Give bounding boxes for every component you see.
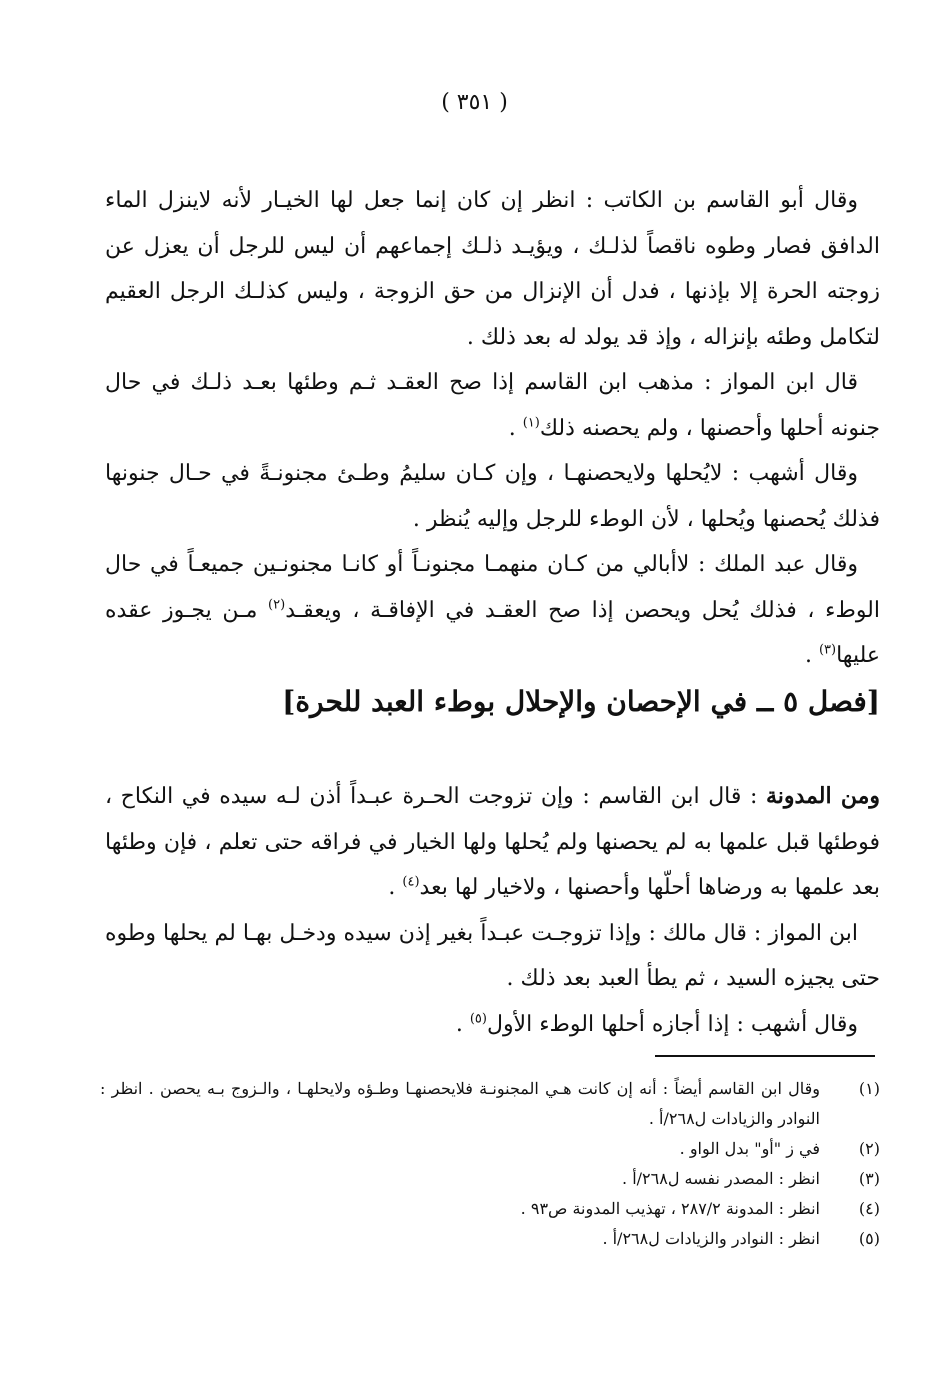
footnote-ref: (٢)	[268, 597, 286, 613]
footnote-ref: (٤)	[402, 874, 420, 890]
footnote-number: (٢)	[858, 1139, 880, 1158]
paragraph-text: .	[508, 415, 523, 441]
footnote-number: (١)	[858, 1079, 880, 1098]
paragraph-text: : قال ابن القاسم : وإن تزوجت الحـرة عبـداً أذن لـه سيده في النكاح ، فوطئها قبل علمها به لم يحصنها ولم يُحلها ولها الخيار في فراقه حتى تعلم ، فإن وطئها بعد علمها به ورضاها أحلّها وأحصنها ، ولاخيار لها بعد	[105, 784, 880, 900]
footnote-text: وقال ابن القاسم أيضاً : أنه إن كانت هـي المجنونـة فلايحصنهـا وطـؤه ولايحلهـا ، والـزوج بـه يحصن . انظر : النوادر والزيادات ل٢٦٨/أ .	[100, 1079, 820, 1128]
footnote-text: في ز "أو" بدل الواو .	[679, 1139, 820, 1158]
footnote	[100, 1074, 880, 1134]
paragraph-text: .	[455, 1011, 470, 1037]
paragraph-text: قال ابن المواز : مذهب ابن القاسم إذا صح العقـد ثـم وطئها بعـد ذلـك في حال جنونه أحلها وأحصنها ، ولم يحصنه ذلك	[105, 370, 880, 441]
paragraph-text: ابن المواز : قال مالك : وإذا تزوجـت عبـداً بغير إذن سيده ودخـل بهـا لم يحلها وطوه حتى يجيزه السيد ، ثم يطأ العبد بعد ذلك .	[105, 920, 880, 991]
paragraph	[105, 542, 880, 679]
footnote-text: انظر : النوادر والزيادات ل٢٦٨/أ .	[602, 1229, 820, 1248]
paragraph-text: وقال أشهب : لايُحلها ولايحصنهـا ، وإن كـان سليمُ وطـئ مجنونـةً في حـال جنونها فذلك يُحصنها ويُحلها ، لأن الوطء للرجل وإليه يُنظر .	[105, 461, 880, 532]
footnote	[100, 1194, 880, 1224]
section-heading: [فصل ٥ ــ في الإحصان والإحلال بوطء العبد للحرة]	[282, 685, 880, 718]
main-text-block	[105, 178, 880, 679]
paragraph	[105, 774, 880, 911]
footnote-ref: (١)	[522, 415, 540, 431]
footnote-divider	[655, 1055, 875, 1057]
footnote	[100, 1224, 880, 1254]
paragraph-text: وقال أبو القاسم بن الكاتب : انظر إن كان إنما جعل لها الخيـار لأنه لاينزل الماء الدافق فصار وطوه ناقصاً لذلـك ، ويؤيـد ذلـك إجماعهم أن ليس للرجل أن يعزل عن زوجته الحرة إلا بإذنها ، فدل أن الإنزال من حق الزوجة ، وليس كذلـك الرجل العقيم لتكامل وطئه بإنزاله ، وإذ قد يولد له بعد ذلك .	[105, 188, 880, 350]
paragraph-text: .	[388, 875, 403, 900]
paragraph	[105, 178, 880, 360]
footnotes	[100, 1074, 880, 1254]
footnote	[100, 1164, 880, 1194]
source-label: ومن المدونة	[765, 783, 880, 809]
paragraph	[105, 360, 880, 451]
paragraph-text: وقال أشهب : إذا أجازه أحلها الوطء الأول	[486, 1011, 858, 1037]
footnote-number: (٥)	[858, 1229, 880, 1248]
paragraph	[105, 1002, 880, 1048]
footnote-text: انظر : المدونة ٢٨٧/٢ ، تهذيب المدونة ص٩٣ .	[520, 1199, 820, 1218]
paragraph	[105, 451, 880, 542]
footnote-number: (٣)	[858, 1169, 880, 1188]
paragraph-text: وقال عبد الملك : لاأبالي من كـان منهمـا مجنونـاً أو كانـا مجنونـين جميعـاً في حال الوطء ، فذلك يُحل ويحصن إذا صح العقـد في الإفاقـة ، ويعقـد	[105, 552, 880, 623]
footnote-number: (٤)	[858, 1199, 880, 1218]
footnote-ref: (٥)	[469, 1011, 487, 1027]
paragraph	[105, 911, 880, 1002]
footnote	[100, 1134, 880, 1164]
footnote-text: انظر : المصدر نفسه ل٢٦٨/أ .	[622, 1169, 820, 1188]
paragraph-text: .	[804, 643, 819, 668]
page-number: ( ٣٥١ )	[441, 90, 508, 115]
footnote-ref: (٣)	[818, 642, 837, 658]
paragraph-text: مـن يجـوز عقده عليها	[105, 597, 880, 668]
main-text-block	[105, 774, 880, 1047]
